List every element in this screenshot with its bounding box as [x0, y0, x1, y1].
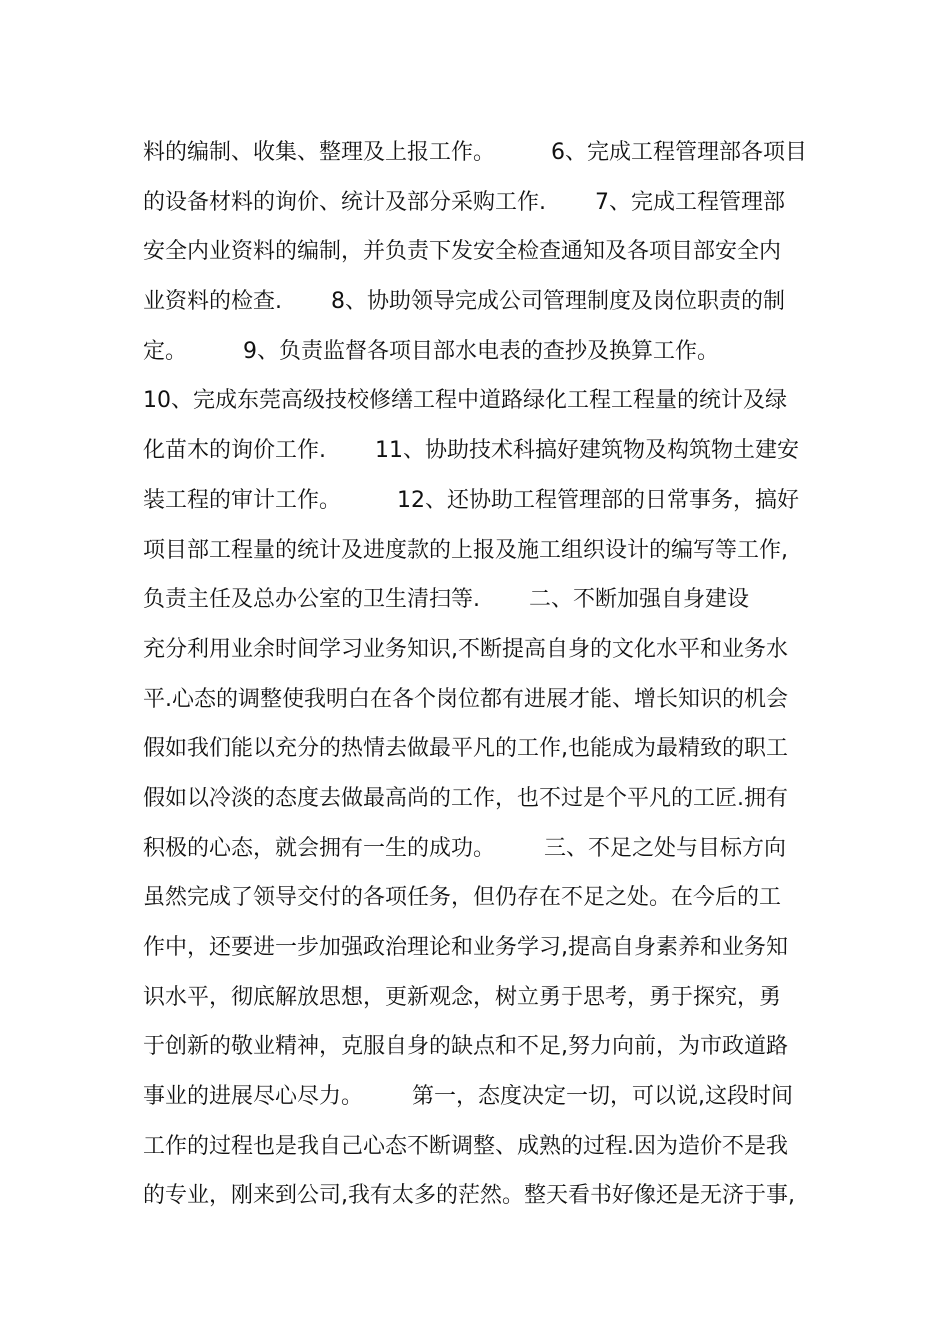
text-line: 的设备材料的询价、统计及部分采购工作. 7、完成工程管理部 [143, 189, 785, 215]
text-line: 10、完成东莞高级技校修缮工程中道路绿化工程工程量的统计及绿 [143, 388, 787, 414]
text-line: 定。 9、负责监督各项目部水电表的查抄及换算工作。 [143, 338, 719, 364]
text-line: 负责主任及总办公室的卫生清扫等. 二、不断加强自身建设 [143, 587, 749, 613]
text-line: 假如以冷淡的态度去做最高尚的工作，也不过是个平凡的工匠.拥有 [143, 785, 788, 811]
text-line: 虽然完成了领导交付的各项任务，但仍存在不足之处。在今后的工 [143, 885, 782, 911]
text-line: 识水平，彻底解放思想，更新观念，树立勇于思考，勇于探究，勇 [143, 984, 782, 1010]
text-line: 安全内业资料的编制，并负责下发安全检查通知及各项目部安全内 [143, 239, 782, 265]
text-line: 的专业，刚来到公司,我有太多的茫然。整天看书好像还是无济于事, [143, 1183, 795, 1209]
text-line: 工作的过程也是我自己心态不断调整、成熟的过程.因为造价不是我 [143, 1133, 788, 1159]
text-line: 项目部工程量的统计及进度款的上报及施工组织设计的编写等工作, [143, 537, 788, 563]
body-text [143, 128, 823, 1221]
text-line: 平.心态的调整使我明白在各个岗位都有进展才能、增长知识的机会 [143, 686, 788, 712]
text-line: 料的编制、收集、整理及上报工作。 6、完成工程管理部各项目 [143, 140, 807, 165]
text-line: 化苗木的询价工作. 11、协助技术科搞好建筑物及构筑物土建安 [143, 438, 799, 464]
text-line: 于创新的敬业精神，克服自身的缺点和不足,努力向前，为市政道路 [143, 1034, 788, 1060]
text-line: 假如我们能以充分的热情去做最平凡的工作,也能成为最精致的职工 [143, 736, 788, 762]
text-line: 业资料的检查. 8、协助领导完成公司管理制度及岗位职责的制 [143, 289, 785, 315]
text-line: 装工程的审计工作。 12、还协助工程管理部的日常事务，搞好 [143, 487, 799, 513]
text-line: 作中，还要进一步加强政治理论和业务学习,提高自身素养和业务知 [143, 935, 788, 960]
text-line: 充分利用业余时间学习业务知识,不断提高自身的文化水平和业务水 [143, 636, 788, 662]
text-line: 积极的心态，就会拥有一生的成功。 三、不足之处与目标方向 [143, 835, 786, 861]
text-line: 事业的进展尽心尽力。 第一，态度决定一切，可以说,这段时间 [143, 1084, 793, 1110]
